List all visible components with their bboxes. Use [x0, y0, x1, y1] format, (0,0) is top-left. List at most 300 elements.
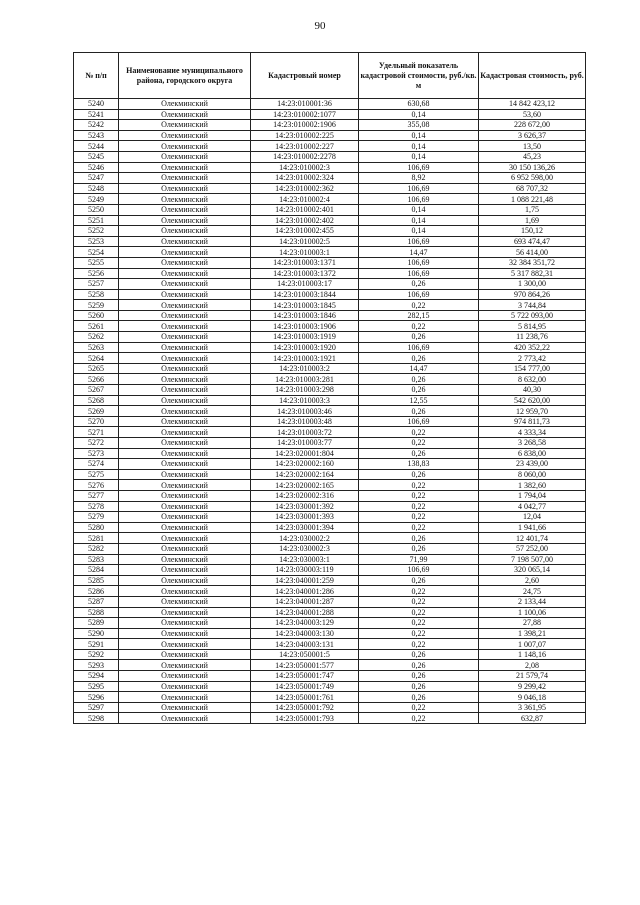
- row-cadastral-number: 14:23:030003:119: [251, 565, 359, 576]
- row-district: Олекминский: [119, 385, 251, 396]
- row-cadastral-number: 14:23:010003:1921: [251, 353, 359, 364]
- row-district: Олекминский: [119, 416, 251, 427]
- row-unit-value: 0,22: [359, 480, 479, 491]
- table-row: [74, 438, 586, 449]
- row-cadastral-value: 150,12: [479, 226, 586, 237]
- row-num: 5243: [74, 130, 119, 141]
- row-district: Олекминский: [119, 459, 251, 470]
- row-cadastral-value: 9 046,18: [479, 692, 586, 703]
- row-num: 5269: [74, 406, 119, 417]
- row-cadastral-value: 56 414,00: [479, 247, 586, 258]
- row-district: Олекминский: [119, 671, 251, 682]
- table-row: [74, 596, 586, 607]
- row-num: 5273: [74, 448, 119, 459]
- row-cadastral-number: 14:23:030003:1: [251, 554, 359, 565]
- row-cadastral-value: 53,60: [479, 109, 586, 120]
- table-row: [74, 268, 586, 279]
- row-district: Олекминский: [119, 681, 251, 692]
- row-unit-value: 0,22: [359, 321, 479, 332]
- row-unit-value: 0,14: [359, 109, 479, 120]
- table-row: [74, 162, 586, 173]
- row-num: 5263: [74, 342, 119, 353]
- table-row: [74, 332, 586, 343]
- row-district: Олекминский: [119, 99, 251, 110]
- row-unit-value: 0,22: [359, 713, 479, 724]
- table-row: [74, 226, 586, 237]
- table-row: [74, 618, 586, 629]
- row-num: 5249: [74, 194, 119, 205]
- row-num: 5282: [74, 543, 119, 554]
- row-district: Олекминский: [119, 257, 251, 268]
- row-unit-value: 106,69: [359, 416, 479, 427]
- row-district: Олекминский: [119, 300, 251, 311]
- row-district: Олекминский: [119, 639, 251, 650]
- row-cadastral-number: 14:23:020002:165: [251, 480, 359, 491]
- table-row: [74, 448, 586, 459]
- row-unit-value: 0,22: [359, 438, 479, 449]
- row-cadastral-number: 14:23:030001:392: [251, 501, 359, 512]
- table-row: [74, 151, 586, 162]
- row-district: Олекминский: [119, 268, 251, 279]
- row-cadastral-value: 21 579,74: [479, 671, 586, 682]
- row-district: Олекминский: [119, 713, 251, 724]
- table-row: [74, 459, 586, 470]
- row-district: Олекминский: [119, 512, 251, 523]
- row-cadastral-value: 9 299,42: [479, 681, 586, 692]
- table-row: [74, 575, 586, 586]
- row-cadastral-value: 3 744,84: [479, 300, 586, 311]
- table-row: [74, 236, 586, 247]
- table-row: [74, 183, 586, 194]
- table-row: [74, 501, 586, 512]
- row-cadastral-value: 1 382,60: [479, 480, 586, 491]
- row-num: 5280: [74, 522, 119, 533]
- row-num: 5265: [74, 363, 119, 374]
- row-cadastral-number: 14:23:010003:3: [251, 395, 359, 406]
- row-district: Олекминский: [119, 543, 251, 554]
- row-unit-value: 106,69: [359, 257, 479, 268]
- row-num: 5256: [74, 268, 119, 279]
- row-district: Олекминский: [119, 596, 251, 607]
- row-district: Олекминский: [119, 628, 251, 639]
- row-cadastral-number: 14:23:010003:1372: [251, 268, 359, 279]
- row-district: Олекминский: [119, 332, 251, 343]
- page-number: 90: [314, 20, 326, 32]
- header-unit-value: Удельный показатель кадастровой стоимости, руб./кв. м: [359, 53, 479, 99]
- row-district: Олекминский: [119, 374, 251, 385]
- row-cadastral-number: 14:23:040001:286: [251, 586, 359, 597]
- row-district: Олекминский: [119, 649, 251, 660]
- row-cadastral-value: 320 065,14: [479, 565, 586, 576]
- row-district: Олекминский: [119, 575, 251, 586]
- row-num: 5255: [74, 257, 119, 268]
- row-cadastral-value: 632,87: [479, 713, 586, 724]
- row-cadastral-number: 14:23:050001:749: [251, 681, 359, 692]
- row-district: Олекминский: [119, 120, 251, 131]
- table-row: [74, 490, 586, 501]
- row-cadastral-number: 14:23:020001:804: [251, 448, 359, 459]
- row-cadastral-value: 1 148,16: [479, 649, 586, 660]
- row-cadastral-value: 2 773,42: [479, 353, 586, 364]
- row-num: 5259: [74, 300, 119, 311]
- row-num: 5298: [74, 713, 119, 724]
- row-cadastral-value: 68 707,32: [479, 183, 586, 194]
- table-row: [74, 522, 586, 533]
- table-row: [74, 289, 586, 300]
- header-row: [74, 53, 586, 99]
- table-row: [74, 204, 586, 215]
- row-unit-value: 0,26: [359, 671, 479, 682]
- row-cadastral-value: 40,30: [479, 385, 586, 396]
- row-cadastral-value: 3 268,58: [479, 438, 586, 449]
- row-cadastral-value: 5 814,95: [479, 321, 586, 332]
- row-unit-value: 0,26: [359, 406, 479, 417]
- row-cadastral-number: 14:23:020002:316: [251, 490, 359, 501]
- row-unit-value: 0,22: [359, 501, 479, 512]
- row-cadastral-number: 14:23:050001:747: [251, 671, 359, 682]
- row-district: Олекминский: [119, 522, 251, 533]
- row-cadastral-value: 1 100,06: [479, 607, 586, 618]
- row-cadastral-number: 14:23:010002:402: [251, 215, 359, 226]
- row-cadastral-number: 14:23:040003:129: [251, 618, 359, 629]
- row-cadastral-value: 27,88: [479, 618, 586, 629]
- row-unit-value: 0,26: [359, 692, 479, 703]
- row-cadastral-value: 6 838,00: [479, 448, 586, 459]
- row-cadastral-number: 14:23:050001:5: [251, 649, 359, 660]
- row-cadastral-value: 8 632,00: [479, 374, 586, 385]
- row-cadastral-number: 14:23:010003:77: [251, 438, 359, 449]
- row-district: Олекминский: [119, 194, 251, 205]
- row-num: 5291: [74, 639, 119, 650]
- row-num: 5295: [74, 681, 119, 692]
- row-unit-value: 0,26: [359, 353, 479, 364]
- row-unit-value: 14,47: [359, 247, 479, 258]
- row-unit-value: 0,26: [359, 332, 479, 343]
- header-num: № п/п: [74, 53, 119, 99]
- row-unit-value: 71,99: [359, 554, 479, 565]
- row-district: Олекминский: [119, 406, 251, 417]
- row-unit-value: 0,14: [359, 226, 479, 237]
- table-row: [74, 671, 586, 682]
- row-district: Олекминский: [119, 702, 251, 713]
- row-district: Олекминский: [119, 226, 251, 237]
- row-unit-value: 0,22: [359, 596, 479, 607]
- table-row: [74, 565, 586, 576]
- row-num: 5266: [74, 374, 119, 385]
- row-cadastral-value: 2,08: [479, 660, 586, 671]
- row-cadastral-number: 14:23:030002:3: [251, 543, 359, 554]
- row-num: 5270: [74, 416, 119, 427]
- row-unit-value: 8,92: [359, 173, 479, 184]
- row-unit-value: 0,26: [359, 374, 479, 385]
- table-row: [74, 543, 586, 554]
- table-row: [74, 554, 586, 565]
- row-cadastral-value: 420 352,22: [479, 342, 586, 353]
- row-cadastral-value: 14 842 423,12: [479, 99, 586, 110]
- row-unit-value: 106,69: [359, 162, 479, 173]
- row-cadastral-number: 14:23:040001:287: [251, 596, 359, 607]
- row-cadastral-number: 14:23:010002:1077: [251, 109, 359, 120]
- table-row: [74, 533, 586, 544]
- row-district: Олекминский: [119, 109, 251, 120]
- row-cadastral-value: 2 133,44: [479, 596, 586, 607]
- row-unit-value: 0,26: [359, 279, 479, 290]
- row-num: 5287: [74, 596, 119, 607]
- table-row: [74, 660, 586, 671]
- row-cadastral-value: 12,04: [479, 512, 586, 523]
- row-num: 5279: [74, 512, 119, 523]
- row-num: 5244: [74, 141, 119, 152]
- row-district: Олекминский: [119, 618, 251, 629]
- row-num: 5272: [74, 438, 119, 449]
- table-row: [74, 300, 586, 311]
- table-row: [74, 681, 586, 692]
- row-unit-value: 0,14: [359, 215, 479, 226]
- row-unit-value: 0,26: [359, 448, 479, 459]
- table-row: [74, 279, 586, 290]
- table-row: [74, 628, 586, 639]
- row-cadastral-value: 30 150 136,26: [479, 162, 586, 173]
- row-cadastral-value: 7 198 507,00: [479, 554, 586, 565]
- row-num: 5283: [74, 554, 119, 565]
- row-district: Олекминский: [119, 130, 251, 141]
- header-district: Наименование муниципального района, городского округа: [119, 53, 251, 99]
- row-num: 5257: [74, 279, 119, 290]
- row-cadastral-number: 14:23:010003:1371: [251, 257, 359, 268]
- row-cadastral-number: 14:23:050001:577: [251, 660, 359, 671]
- row-num: 5251: [74, 215, 119, 226]
- row-cadastral-number: 14:23:010002:227: [251, 141, 359, 152]
- row-num: 5294: [74, 671, 119, 682]
- row-cadastral-value: 1 398,21: [479, 628, 586, 639]
- table-row: [74, 416, 586, 427]
- row-cadastral-value: 1 794,04: [479, 490, 586, 501]
- row-unit-value: 0,26: [359, 385, 479, 396]
- row-cadastral-number: 14:23:010003:48: [251, 416, 359, 427]
- row-num: 5268: [74, 395, 119, 406]
- table-row: [74, 649, 586, 660]
- row-cadastral-value: 974 811,73: [479, 416, 586, 427]
- cadastral-value-table: [73, 52, 586, 724]
- table-row: [74, 480, 586, 491]
- row-num: 5284: [74, 565, 119, 576]
- row-cadastral-value: 12 959,70: [479, 406, 586, 417]
- table-body: [74, 99, 586, 724]
- row-cadastral-number: 14:23:010003:1919: [251, 332, 359, 343]
- table-row: [74, 247, 586, 258]
- row-cadastral-value: 13,50: [479, 141, 586, 152]
- row-unit-value: 0,22: [359, 490, 479, 501]
- row-num: 5274: [74, 459, 119, 470]
- row-district: Олекминский: [119, 448, 251, 459]
- table-row: [74, 173, 586, 184]
- row-cadastral-value: 1,75: [479, 204, 586, 215]
- table-row: [74, 607, 586, 618]
- row-district: Олекминский: [119, 565, 251, 576]
- row-cadastral-number: 14:23:010002:3: [251, 162, 359, 173]
- row-num: 5293: [74, 660, 119, 671]
- row-unit-value: 0,26: [359, 469, 479, 480]
- row-unit-value: 0,22: [359, 300, 479, 311]
- row-district: Олекминский: [119, 289, 251, 300]
- row-unit-value: 0,22: [359, 586, 479, 597]
- row-district: Олекминский: [119, 215, 251, 226]
- table-row: [74, 130, 586, 141]
- row-cadastral-value: 57 252,00: [479, 543, 586, 554]
- row-unit-value: 106,69: [359, 289, 479, 300]
- row-cadastral-number: 14:23:050001:761: [251, 692, 359, 703]
- row-unit-value: 106,69: [359, 183, 479, 194]
- row-unit-value: 0,26: [359, 543, 479, 554]
- row-district: Олекминский: [119, 162, 251, 173]
- row-num: 5290: [74, 628, 119, 639]
- row-cadastral-number: 14:23:040003:131: [251, 639, 359, 650]
- row-district: Олекминский: [119, 469, 251, 480]
- row-unit-value: 106,69: [359, 194, 479, 205]
- row-cadastral-number: 14:23:010002:324: [251, 173, 359, 184]
- row-cadastral-value: 542 620,00: [479, 395, 586, 406]
- table-row: [74, 257, 586, 268]
- row-cadastral-value: 8 060,00: [479, 469, 586, 480]
- row-cadastral-value: 12 401,74: [479, 533, 586, 544]
- row-cadastral-value: 2,60: [479, 575, 586, 586]
- row-unit-value: 106,69: [359, 236, 479, 247]
- row-cadastral-number: 14:23:040001:259: [251, 575, 359, 586]
- table-row: [74, 427, 586, 438]
- row-unit-value: 0,22: [359, 618, 479, 629]
- row-cadastral-value: 693 474,47: [479, 236, 586, 247]
- row-num: 5254: [74, 247, 119, 258]
- row-num: 5271: [74, 427, 119, 438]
- row-cadastral-value: 970 864,26: [479, 289, 586, 300]
- row-num: 5245: [74, 151, 119, 162]
- row-cadastral-value: 23 439,00: [479, 459, 586, 470]
- row-num: 5297: [74, 702, 119, 713]
- row-cadastral-value: 5 722 093,00: [479, 310, 586, 321]
- row-unit-value: 0,14: [359, 204, 479, 215]
- row-unit-value: 138,83: [359, 459, 479, 470]
- row-district: Олекминский: [119, 310, 251, 321]
- table-row: [74, 99, 586, 110]
- row-num: 5276: [74, 480, 119, 491]
- row-num: 5248: [74, 183, 119, 194]
- row-cadastral-number: 14:23:040003:130: [251, 628, 359, 639]
- row-unit-value: 630,68: [359, 99, 479, 110]
- row-district: Олекминский: [119, 607, 251, 618]
- row-unit-value: 0,14: [359, 151, 479, 162]
- row-cadastral-number: 14:23:020002:160: [251, 459, 359, 470]
- row-district: Олекминский: [119, 490, 251, 501]
- row-district: Олекминский: [119, 395, 251, 406]
- row-num: 5275: [74, 469, 119, 480]
- row-district: Олекминский: [119, 480, 251, 491]
- table-row: [74, 194, 586, 205]
- row-unit-value: 106,69: [359, 268, 479, 279]
- row-unit-value: 0,22: [359, 628, 479, 639]
- table-row: [74, 363, 586, 374]
- row-district: Олекминский: [119, 342, 251, 353]
- table-row: [74, 639, 586, 650]
- row-cadastral-value: 1 088 221,48: [479, 194, 586, 205]
- row-cadastral-value: 228 672,00: [479, 120, 586, 131]
- row-district: Олекминский: [119, 151, 251, 162]
- table-row: [74, 385, 586, 396]
- row-cadastral-number: 14:23:010003:2: [251, 363, 359, 374]
- table-row: [74, 141, 586, 152]
- row-district: Олекминский: [119, 173, 251, 184]
- table-row: [74, 692, 586, 703]
- row-cadastral-number: 14:23:030001:393: [251, 512, 359, 523]
- row-district: Олекминский: [119, 279, 251, 290]
- row-num: 5250: [74, 204, 119, 215]
- row-district: Олекминский: [119, 586, 251, 597]
- table-row: [74, 120, 586, 131]
- row-num: 5264: [74, 353, 119, 364]
- row-district: Олекминский: [119, 660, 251, 671]
- row-cadastral-number: 14:23:010001:36: [251, 99, 359, 110]
- row-cadastral-number: 14:23:040001:288: [251, 607, 359, 618]
- row-unit-value: 106,69: [359, 565, 479, 576]
- row-cadastral-value: 1 300,00: [479, 279, 586, 290]
- row-district: Олекминский: [119, 183, 251, 194]
- row-num: 5247: [74, 173, 119, 184]
- row-cadastral-number: 14:23:010003:281: [251, 374, 359, 385]
- header-cadastral-value: Кадастровая стоимость, руб.: [479, 53, 586, 99]
- row-num: 5240: [74, 99, 119, 110]
- row-unit-value: 0,22: [359, 522, 479, 533]
- table-header: [74, 53, 586, 99]
- row-num: 5289: [74, 618, 119, 629]
- row-num: 5253: [74, 236, 119, 247]
- row-cadastral-value: 11 238,76: [479, 332, 586, 343]
- row-district: Олекминский: [119, 533, 251, 544]
- row-unit-value: 0,26: [359, 660, 479, 671]
- row-unit-value: 0,22: [359, 702, 479, 713]
- row-cadastral-number: 14:23:010003:1906: [251, 321, 359, 332]
- row-unit-value: 0,26: [359, 533, 479, 544]
- row-unit-value: 0,22: [359, 639, 479, 650]
- row-district: Олекминский: [119, 247, 251, 258]
- row-district: Олекминский: [119, 363, 251, 374]
- row-num: 5277: [74, 490, 119, 501]
- row-cadastral-number: 14:23:010002:5: [251, 236, 359, 247]
- row-cadastral-number: 14:23:010003:17: [251, 279, 359, 290]
- header-cadastral-number: Кадастровый номер: [251, 53, 359, 99]
- table-row: [74, 109, 586, 120]
- row-cadastral-number: 14:23:010002:2278: [251, 151, 359, 162]
- row-cadastral-value: 1,69: [479, 215, 586, 226]
- row-num: 5285: [74, 575, 119, 586]
- row-num: 5267: [74, 385, 119, 396]
- row-cadastral-value: 154 777,00: [479, 363, 586, 374]
- table-row: [74, 395, 586, 406]
- row-cadastral-number: 14:23:010003:1845: [251, 300, 359, 311]
- table-row: [74, 353, 586, 364]
- table-row: [74, 512, 586, 523]
- row-unit-value: 0,14: [359, 141, 479, 152]
- row-unit-value: 0,26: [359, 649, 479, 660]
- row-unit-value: 0,14: [359, 130, 479, 141]
- row-num: 5246: [74, 162, 119, 173]
- row-num: 5288: [74, 607, 119, 618]
- row-cadastral-value: 32 384 351,72: [479, 257, 586, 268]
- row-cadastral-number: 14:23:010002:455: [251, 226, 359, 237]
- row-cadastral-number: 14:23:030001:394: [251, 522, 359, 533]
- row-unit-value: 0,26: [359, 575, 479, 586]
- row-unit-value: 282,15: [359, 310, 479, 321]
- row-unit-value: 0,22: [359, 512, 479, 523]
- row-num: 5260: [74, 310, 119, 321]
